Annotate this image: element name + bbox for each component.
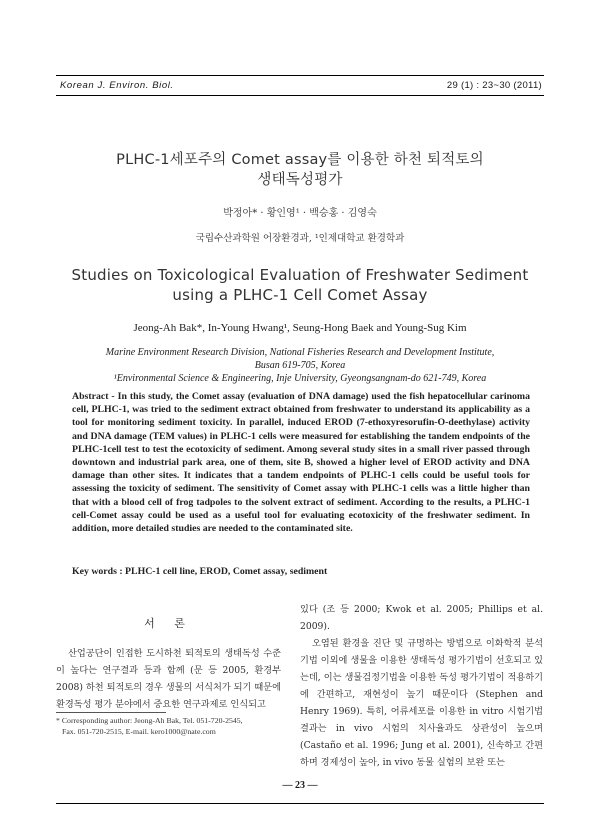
section-heading-intro: 서 론 — [144, 617, 193, 630]
korean-affiliation: 국립수산과학원 어장환경과, ¹인제대학교 환경학과 — [195, 233, 405, 244]
korean-title-line2: 생태독성평가 — [257, 172, 343, 188]
english-affiliation-line1: Marine Environment Research Division, National Fisheries Research and Development Institute, — [105, 347, 495, 358]
english-affiliation-line3: ¹Environmental Science & Engineering, Inje University, Gyeongsangnam-do 621-749, Korea — [113, 373, 487, 384]
corresponding-author-footnote — [56, 715, 286, 737]
english-affiliation-line2: Busan 619-705, Korea — [254, 360, 346, 371]
page-bottom-rule — [56, 803, 544, 804]
footnote-line1: * Corresponding author: Jeong-Ah Bak, Tel. 051-720-2545, — [56, 716, 243, 725]
intro-right-column — [300, 601, 543, 771]
abstract-text: Abstract - In this study, the Comet assay (evaluation of DNA damage) used the fish hepatocellular carinoma cell, PLHC-1, was tried to the sediment extract obtained from freshwater to understand its applicability as a tool for monitoring sediment toxicity. In parallel, induced EROD (7-ethoxyresorufin-O-deethylase) activity and DNA damage (TEM values) in PLHC-1 cells were measured for establishing the tandem endpoints of the PLHC-1cell test to test the ecotoxicity of sediment. Among several study sites in a small river passed through downtown and industrial park area, one of them, site B, showed a higher level of EROD activity and DNA damage than other sites. It indicates that a tandem endpoints of PLHC-1 cells could be useful tools for assessing the toxicity of sediment. The sensitivity of Comet assay with PLHC-1 cells was a little higher than that with a blood cell of frog tadpoles to the solvent extract of sediment. According to the results, a PLHC-1 cell-Comet assay could be used as a useful tool for evaluating ecotoxicity of the freshwater sediment. In addition, more detailed studies are needed to the contaminated site. — [72, 391, 530, 535]
footnote-line2: Fax. 051-720-2515, E-mail. kero1000@nate.com — [62, 727, 216, 736]
english-title-line2: using a PLHC-1 Cell Comet Assay — [172, 286, 428, 304]
header-bottom-rule — [56, 95, 544, 96]
keywords: Key words : PLHC-1 cell line, EROD, Comet assay, sediment — [72, 566, 328, 577]
english-title-line1: Studies on Toxicological Evaluation of Freshwater Sediment — [71, 266, 529, 284]
intro-left-paragraph: 산업공단이 인접한 도시하천 퇴적토의 생태독성 수준이 높다는 연구결과 등과 함께 (문 등 2005, 환경부 2008) 하천 퇴적토의 경우 생물의 서식처가 되기 때문에 환경독성 평가 분야에서 중요한 연구과제로 인식되고 — [56, 648, 281, 710]
korean-authors: 박정아* · 황인영¹ · 백승홍 · 김영숙 — [223, 208, 377, 219]
header-top-rule — [56, 75, 544, 76]
intro-right-first-line: 있다 (조 등 2000; Kwok et al. 2005; Phillips et al. 2009). — [300, 604, 543, 632]
korean-title-line1: PLHC-1세포주의 Comet assay를 이용한 하천 퇴적토의 — [116, 152, 484, 168]
journal-name: Korean J. Environ. Biol. — [60, 80, 174, 91]
english-authors: Jeong-Ah Bak*, In-Young Hwang¹, Seung-Hong Baek and Young-Sug Kim — [133, 322, 467, 334]
intro-right-paragraph: 오염된 환경을 진단 및 규명하는 방법으로 이화학적 분석기법 이외에 생물을 이용한 생태독성 평가기법이 선호되고 있는데, 이는 생물검정기법을 이용한 독성 평가기법이 적용하기에 간편하고, 재현성이 높기 때문이다 (Stephen and Henry 1969). 특히, 어류세포를 이용한 in vitro 시험기법 결과는 in vivo 시험의 치사율과도 상관성이 높으며 (Castaño et al. 1996; Jung et al. 2001), 신속하고 간편하며 경제성이 높아, in vivo 동물 실험의 보완 또는 — [300, 638, 543, 768]
intro-left-column — [56, 615, 281, 713]
page-number: — 23 — — [282, 780, 318, 791]
issue-info: 29 (1) : 23~30 (2011) — [446, 80, 542, 91]
footnote-rule — [56, 712, 166, 713]
